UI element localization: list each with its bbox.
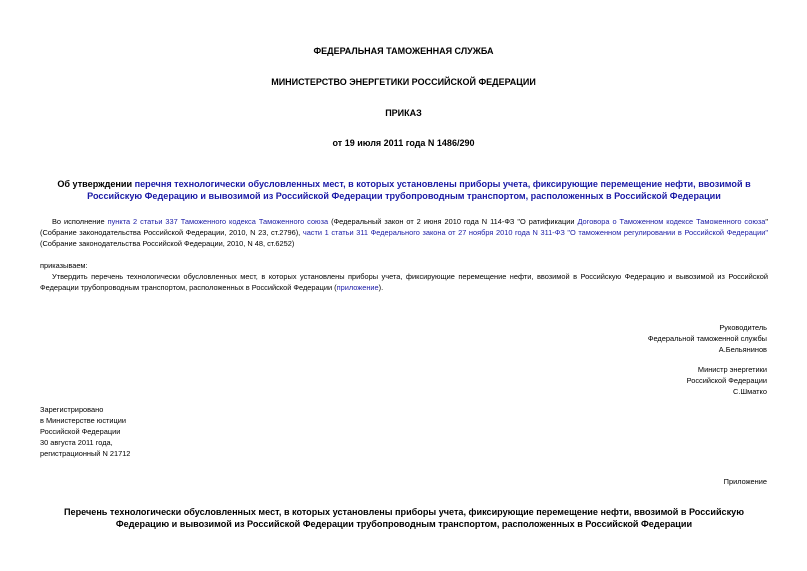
registration-line-4: 30 августа 2011 года, xyxy=(40,438,113,447)
order-body-end: ). xyxy=(378,283,384,292)
signer2-role1: Министр энергетики xyxy=(697,365,767,374)
registration-line-2: в Министерстве юстиции xyxy=(40,416,127,425)
preamble-text-4: (Собрание законодательства Российской Федерации, 2010, N 48, ст.6252) xyxy=(40,239,295,248)
signer1-role2: Федеральной таможенной службы xyxy=(647,334,767,343)
preamble-text-1: Во исполнение xyxy=(52,217,108,226)
signer2-role2: Российской Федерации xyxy=(686,376,767,385)
appendix-link[interactable]: приложение xyxy=(336,283,379,292)
signer1-name: А.Бельянинов xyxy=(718,345,767,354)
signer1-role1: Руководитель xyxy=(719,323,767,332)
signer-block-energy xyxy=(687,364,767,397)
signer-block-customs xyxy=(648,322,767,355)
preamble-paragraph xyxy=(40,216,768,249)
agency-heading: ФЕДЕРАЛЬНАЯ ТАМОЖЕННАЯ СЛУЖБА xyxy=(313,46,494,56)
title-prefix: Об утверждении xyxy=(57,179,135,189)
document-title xyxy=(40,178,768,202)
preamble-text-3: "(Собрание законодательства Российской Федерации, 2010, N 23, ст.2796), xyxy=(40,217,768,237)
appendix-title: Перечень технологически обусловленных мест, в которых установлены приборы учета, фиксирующие перемещение нефти, ввозимой в Российскую Федерацию и вывозимой из Российской Федерации трубопроводным транспортом, расположенных в Российской Федерации xyxy=(64,507,744,529)
order-word: приказываем: xyxy=(40,261,88,270)
signer2-name: С.Шматко xyxy=(732,387,767,396)
registration-block xyxy=(40,404,130,459)
preamble-link-customs-treaty[interactable]: Договора о Таможенном кодексе Таможенного союза xyxy=(577,217,766,226)
registration-line-1: Зарегистрировано xyxy=(40,405,104,414)
appendix-label: Приложение xyxy=(723,477,767,486)
title-link[interactable]: перечня технологически обусловленных мест, в которых установлены приборы учета, фиксирующие перемещение нефти, ввозимой в Российскую Федерацию и вывозимой из Российской Федерации трубопроводным транспортом, расположенных в Российской Федерации xyxy=(87,179,751,201)
doc-type-heading: ПРИКАЗ xyxy=(385,108,422,118)
order-body-paragraph xyxy=(40,271,768,293)
preamble-text-2: (Федеральный закон от 2 июня 2010 года N 114-ФЗ "О ратификации xyxy=(328,217,578,226)
registration-line-5: регистрационный N 21712 xyxy=(40,449,131,458)
preamble-link-federal-law[interactable]: части 1 статьи 311 Федерального закона от 27 ноября 2010 года N 311-ФЗ "О таможенном регулировании в Российской Федерации" xyxy=(302,228,768,237)
order-body-text: Утвердить перечень технологически обусловленных мест, в которых установлены приборы учета, фиксирующие перемещение нефти, ввозимой в Российскую Федерацию и вывозимой из Российской Федерации трубопроводным транспортом, расположенных в Российской Федерации ( xyxy=(40,272,768,292)
date-number-heading: от 19 июля 2011 года N 1486/290 xyxy=(332,138,475,148)
registration-line-3: Российской Федерации xyxy=(40,427,121,436)
preamble-link-customs-code-article[interactable]: пункта 2 статьи 337 Таможенного кодекса Таможенного союза xyxy=(107,217,329,226)
ministry-heading: МИНИСТЕРСТВО ЭНЕРГЕТИКИ РОССИЙСКОЙ ФЕДЕРАЦИИ xyxy=(271,77,536,87)
